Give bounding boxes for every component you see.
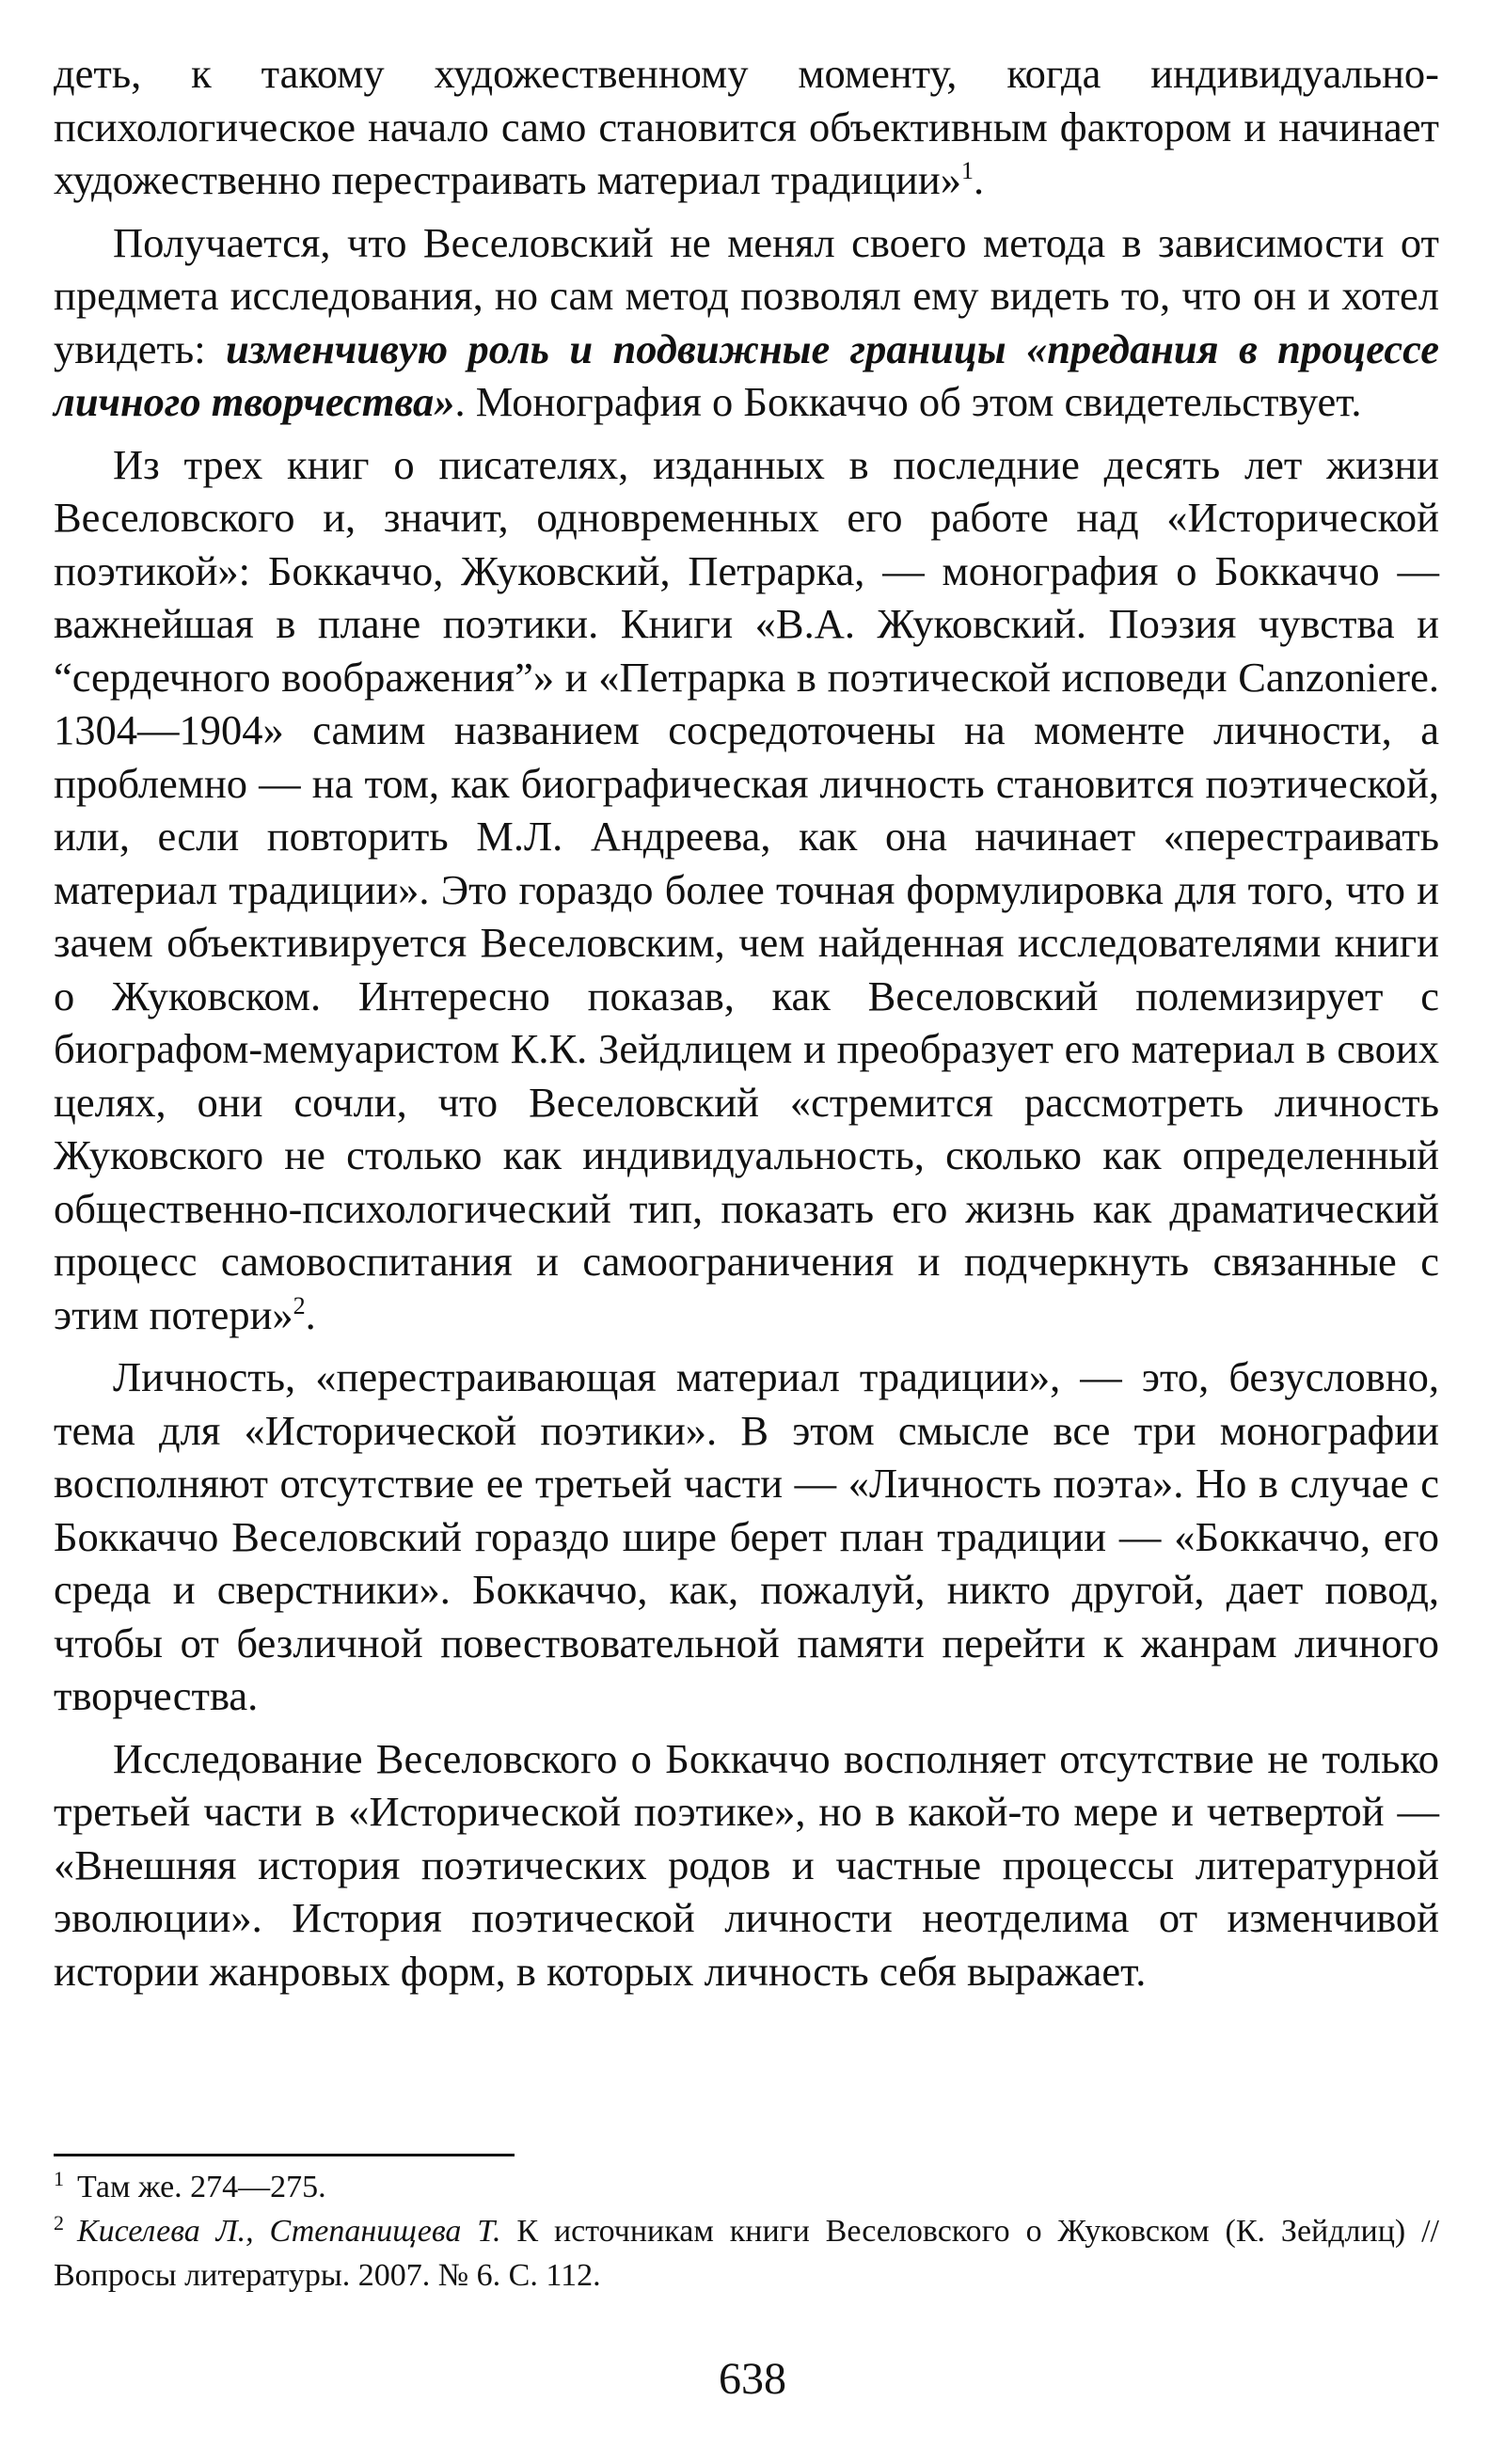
- footnote-1-text: Там же. 274—275.: [77, 2170, 326, 2204]
- page-number: 638: [719, 2354, 786, 2404]
- paragraph-5: [54, 1732, 1439, 1998]
- paragraph-1: [54, 47, 1439, 207]
- footnote-2-text: К источникам книги Веселовского о Жуковском (К. Зейдлиц) // Вопросы литературы. 2007. № 6. С. 112.: [54, 2214, 1439, 2293]
- paragraph-2-emphasis: изменчивую роль и подвижные границы «предания в процессе личного творчества»: [54, 324, 1440, 425]
- footnote-1: [54, 2165, 1439, 2209]
- paragraph-2-text: Получается, что Веселовский не менял своего метода в зависимости от предмета исследования, но сам метод позволял ему видеть то, что он и хотел увидеть:: [54, 218, 1439, 372]
- footnote-2-mark: 2: [54, 2210, 64, 2235]
- paragraph-3-text: Из трех книг о писателях, изданных в последние десять лет жизни Веселовского и, значит, одновременных его работе над «Исторической поэтикой»: Боккаччо, Жуковский, Петрарка, — монография о Боккаччо — важнейшая в плане поэтики. Книги «В.А. Жуковский. Поэзия чувства и “сердечного воображения”» и «Петрарка в поэтической исповеди Canzoniere. 1304—1904» самим названием сосредоточены на моменте личности, а проблемно — на том, как биографическая личность становится поэтической, или, если повторить М.Л. Андреева, как она начинает «перестраивать материал традиции». Это гораздо более точная формулировка для того, что и зачем объективируется Веселовским, чем найденная исследователями книги о Жуковском. Интересно показав, как Веселовский полемизирует с биографом-мемуаристом К.К. Зейдлицем и преобразует его материал в своих целях, они сочли, что Веселовский «стремится рассмотреть личность Жуковского не столько как индивидуальность, сколько как определенный общественно-психологический тип, показать его жизнь как драматический процесс самовоспитания и самоограничения и подчеркнуть связанные с этим потери»: [54, 440, 1439, 1338]
- paragraph-1-text: деть, к такому художественному моменту, когда индивидуально-психологическое начало само становится объективным фактором и начинает художественно перестраивать материал традиции»: [54, 50, 1439, 203]
- paragraph-1-end: .: [973, 156, 985, 203]
- footnote-divider: [54, 2154, 515, 2156]
- paragraph-2-end: . Монография о Боккаччо об этом свидетельствует.: [454, 378, 1362, 425]
- paragraph-3-end: .: [305, 1290, 316, 1338]
- paragraph-3: [54, 438, 1439, 1342]
- footnote-2-authors: Киселева Л., Степанищева Т.: [77, 2214, 501, 2249]
- paragraph-5-text: Исследование Веселовского о Боккаччо восполняет отсутствие не только третьей части в «Исторической поэтике», но в какой-то мере и четвертой — «Внешняя история поэтических родов и частные процессы литературной эволюции». История поэтической личности неотделима от изменчивой истории жанровых форм, в которых личность себя выражает.: [54, 1734, 1439, 1995]
- footnote-ref-1: 1: [960, 157, 974, 185]
- paragraph-2: [54, 216, 1439, 429]
- footnote-ref-2: 2: [293, 1291, 306, 1319]
- paragraph-4-text: Личность, «перестраивающая материал традиции», — это, безусловно, тема для «Исторической поэтики». В этом смысле все три монографии восполняют отсутствие ее третьей части — «Личность поэта». Но в случае с Боккаччо Веселовский гораздо шире берет план традиции — «Боккаччо, его среда и сверстники». Боккаччо, как, пожалуй, никто другой, дает повод, чтобы от безличной повествовательной памяти перейти к жанрам личного творчества.: [54, 1353, 1439, 1719]
- footnote-2: [54, 2209, 1439, 2298]
- paragraph-4: [54, 1350, 1439, 1723]
- footnote-1-mark: 1: [54, 2166, 64, 2190]
- body-text: [54, 47, 1439, 1998]
- footnotes: [54, 2165, 1439, 2298]
